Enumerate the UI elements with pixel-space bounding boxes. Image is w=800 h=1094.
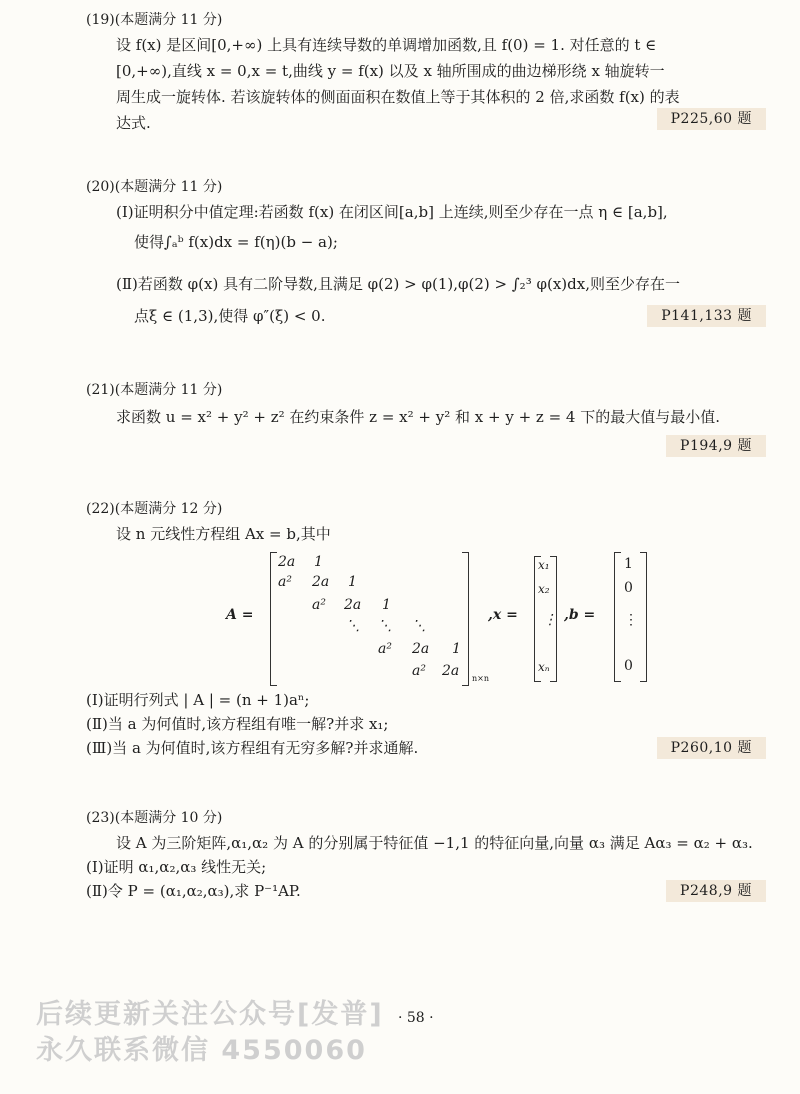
question-23-header: (23)(本题满分 10 分) bbox=[86, 810, 223, 826]
question-22 bbox=[86, 497, 766, 767]
matrix-A-right-bracket bbox=[462, 552, 469, 686]
matrix-cell: ⋱ bbox=[378, 618, 392, 634]
question-22-reference: P260,10 题 bbox=[657, 737, 766, 759]
b-vector-label: ,b = bbox=[564, 607, 596, 623]
matrix-equation bbox=[86, 552, 766, 692]
question-20-reference: P141,133 题 bbox=[647, 305, 766, 327]
matrix-cell: 1 bbox=[382, 597, 391, 613]
question-21-reference: P194,9 题 bbox=[666, 435, 766, 457]
question-23-reference: P248,9 题 bbox=[666, 880, 766, 902]
question-23-line-1: 设 A 为三阶矩阵,α₁,α₂ 为 A 的分别属于特征值 −1,1 的特征向量,向量 α₃ 满足 Aα₃ = α₂ + α₃. bbox=[116, 834, 753, 852]
question-20-part-1-line-2: 使得∫ₐᵇ f(x)dx = f(η)(b − a); bbox=[134, 233, 338, 251]
matrix-cell: 2a bbox=[442, 663, 460, 679]
b-vector-entry: 1 bbox=[624, 556, 633, 572]
matrix-A-subscript: n×n bbox=[472, 674, 490, 683]
x-vector-entry: x₂ bbox=[538, 582, 550, 596]
question-21-line-1: 求函数 u = x² + y² + z² 在约束条件 z = x² + y² 和 x + y + z = 4 下的最大值与最小值. bbox=[116, 408, 720, 426]
matrix-cell: a² bbox=[412, 663, 426, 679]
matrix-cell: a² bbox=[378, 641, 392, 657]
matrix-cell: ⋱ bbox=[412, 618, 426, 634]
question-20-part-2-line-2: 点ξ ∈ (1,3),使得 φ″(ξ) < 0. bbox=[134, 307, 326, 325]
matrix-cell: 2a bbox=[412, 641, 430, 657]
matrix-cell: 2a bbox=[344, 597, 362, 613]
question-23 bbox=[86, 806, 766, 906]
b-vector-entry: 0 bbox=[624, 658, 633, 674]
matrix-cell: 1 bbox=[348, 574, 357, 590]
question-19-line-1: 设 f(x) 是区间[0,+∞) 上具有连续导数的单调增加函数,且 f(0) = 1. 对任意的 t ∈ bbox=[116, 36, 657, 54]
matrix-cell: 2a bbox=[312, 574, 330, 590]
question-21 bbox=[86, 378, 766, 458]
matrix-cell: a² bbox=[278, 574, 292, 590]
question-23-part-2: (Ⅱ)令 P = (α₁,α₂,α₃),求 P⁻¹AP. bbox=[86, 882, 301, 900]
question-20 bbox=[86, 175, 766, 335]
page-number: · 58 · bbox=[398, 1010, 434, 1026]
x-vector-entry: xₙ bbox=[538, 660, 550, 674]
b-vector-entry: ⋮ bbox=[624, 612, 638, 628]
question-22-line-1: 设 n 元线性方程组 Ax = b,其中 bbox=[116, 525, 331, 543]
matrix-cell: a² bbox=[312, 597, 326, 613]
matrix-cell: 2a bbox=[278, 554, 296, 570]
question-19-reference: P225,60 题 bbox=[657, 108, 766, 130]
question-20-header: (20)(本题满分 11 分) bbox=[86, 179, 223, 195]
x-vector-entry: x₁ bbox=[538, 558, 550, 572]
question-23-part-1: (Ⅰ)证明 α₁,α₂,α₃ 线性无关; bbox=[86, 858, 267, 876]
question-19-line-2: [0,+∞),直线 x = 0,x = t,曲线 y = f(x) 以及 x 轴所围成的曲边梯形绕 x 轴旋转一 bbox=[116, 62, 665, 80]
question-19-header: (19)(本题满分 11 分) bbox=[86, 12, 223, 28]
question-22-part-3: (Ⅲ)当 a 为何值时,该方程组有无穷多解?并求通解. bbox=[86, 739, 419, 757]
matrix-cell: ⋱ bbox=[346, 618, 360, 634]
matrix-A-label: A = bbox=[226, 607, 254, 623]
question-20-part-1-line-1: (Ⅰ)证明积分中值定理:若函数 f(x) 在闭区间[a,b] 上连续,则至少存在一点 η ∈ [a,b], bbox=[116, 203, 668, 221]
matrix-cell: 1 bbox=[452, 641, 461, 657]
question-22-header: (22)(本题满分 12 分) bbox=[86, 501, 223, 517]
matrix-A-left-bracket bbox=[270, 552, 277, 686]
question-22-part-1: (Ⅰ)证明行列式 | A | = (n + 1)aⁿ; bbox=[86, 691, 310, 709]
question-20-part-2-line-1: (Ⅱ)若函数 φ(x) 具有二阶导数,且满足 φ(2) > φ(1),φ(2) > ∫₂³ φ(x)dx,则至少存在一 bbox=[116, 275, 680, 293]
watermark-line-2: 永久联系微信 4550060 bbox=[36, 1035, 367, 1066]
question-19 bbox=[86, 8, 766, 132]
question-19-line-4: 达式. bbox=[116, 114, 151, 132]
question-22-part-2: (Ⅱ)当 a 为何值时,该方程组有唯一解?并求 x₁; bbox=[86, 715, 389, 733]
b-vector-left-bracket bbox=[614, 552, 621, 682]
question-19-line-3: 周生成一旋转体. 若该旋转体的侧面面积在数值上等于其体积的 2 倍,求函数 f(x) 的表 bbox=[116, 88, 680, 106]
b-vector-entry: 0 bbox=[624, 580, 633, 596]
watermark-line-1: 后续更新关注公众号[发普] bbox=[36, 999, 384, 1030]
question-21-header: (21)(本题满分 11 分) bbox=[86, 382, 223, 398]
x-vector-label: ,x = bbox=[488, 607, 518, 623]
x-vector-entry: ⋮ bbox=[543, 612, 557, 628]
b-vector-right-bracket bbox=[640, 552, 647, 682]
matrix-cell: 1 bbox=[314, 554, 323, 570]
